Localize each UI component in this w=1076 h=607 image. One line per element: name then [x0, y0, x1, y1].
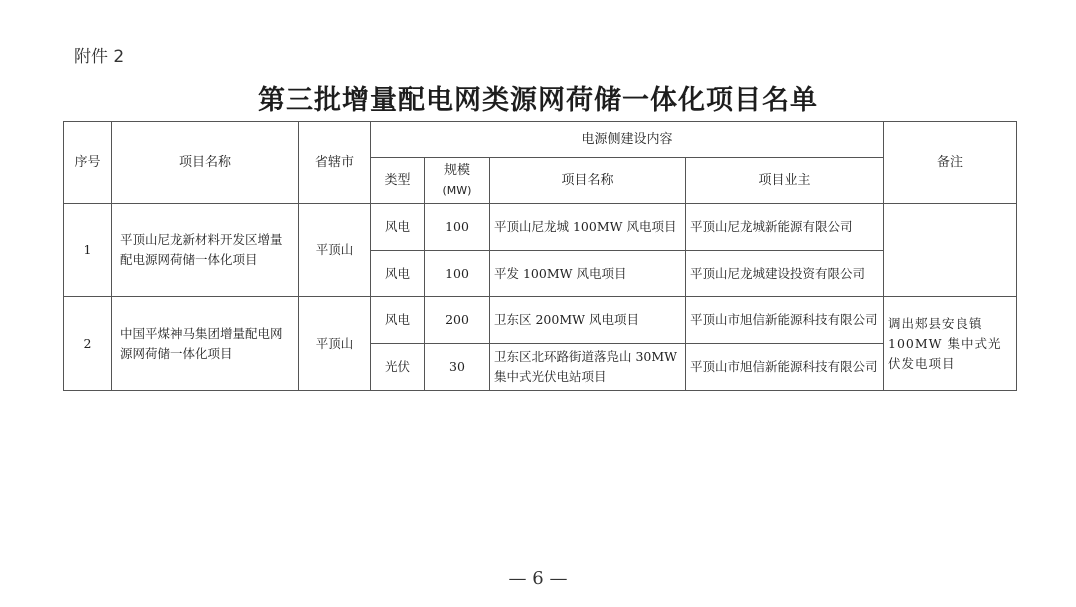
header-row-top — [64, 122, 1017, 158]
project-city: 平顶山 — [299, 297, 371, 391]
header-sub-project-name: 项目名称 — [490, 158, 686, 204]
item-owner: 平顶山市旭信新能源科技有限公司 — [686, 344, 884, 391]
item-name: 平顶山尼龙城 100MW 风电项目 — [490, 204, 686, 251]
project-seq: 1 — [64, 204, 112, 297]
project-remark — [884, 204, 1017, 297]
item-owner: 平顶山市旭信新能源科技有限公司 — [686, 297, 884, 344]
item-type: 风电 — [371, 251, 425, 297]
project-name: 中国平煤神马集团增量配电网源网荷储一体化项目 — [112, 297, 299, 391]
item-scale: 30 — [425, 344, 490, 391]
page-number: — 6 — — [508, 568, 568, 589]
header-remarks: 备注 — [884, 122, 1017, 204]
project-name: 平顶山尼龙新材料开发区增量配电源网荷储一体化项目 — [112, 204, 299, 297]
project-seq: 2 — [64, 297, 112, 391]
item-type: 风电 — [371, 204, 425, 251]
header-owner: 项目业主 — [686, 158, 884, 204]
header-scale-unit: (MW) — [442, 183, 472, 197]
item-owner: 平顶山尼龙城新能源有限公司 — [686, 204, 884, 251]
table-row — [64, 204, 1017, 251]
header-scale — [425, 158, 490, 204]
header-power-side-group: 电源侧建设内容 — [371, 122, 884, 158]
project-list-table — [63, 121, 1017, 391]
header-scale-label: 规模 — [443, 162, 470, 178]
item-type: 风电 — [371, 297, 425, 344]
item-scale: 100 — [425, 204, 490, 251]
item-scale: 200 — [425, 297, 490, 344]
header-type: 类型 — [371, 158, 425, 204]
header-city: 省辖市 — [299, 122, 371, 204]
item-name: 卫东区北环路街道落凫山 30MW 集中式光伏电站项目 — [490, 344, 686, 391]
header-seq: 序号 — [64, 122, 112, 204]
document-title: 第三批增量配电网类源网荷储一体化项目名单 — [258, 85, 818, 116]
item-name: 卫东区 200MW 风电项目 — [490, 297, 686, 344]
item-name: 平发 100MW 风电项目 — [490, 251, 686, 297]
attachment-label: 附件 2 — [74, 47, 125, 67]
item-type: 光伏 — [371, 344, 425, 391]
item-owner: 平顶山尼龙城建设投资有限公司 — [686, 251, 884, 297]
table-row — [64, 297, 1017, 344]
project-remark: 调出郏县安良镇 100MW 集中式光伏发电项目 — [884, 297, 1017, 391]
item-scale: 100 — [425, 251, 490, 297]
header-project-name: 项目名称 — [112, 122, 299, 204]
project-city: 平顶山 — [299, 204, 371, 297]
